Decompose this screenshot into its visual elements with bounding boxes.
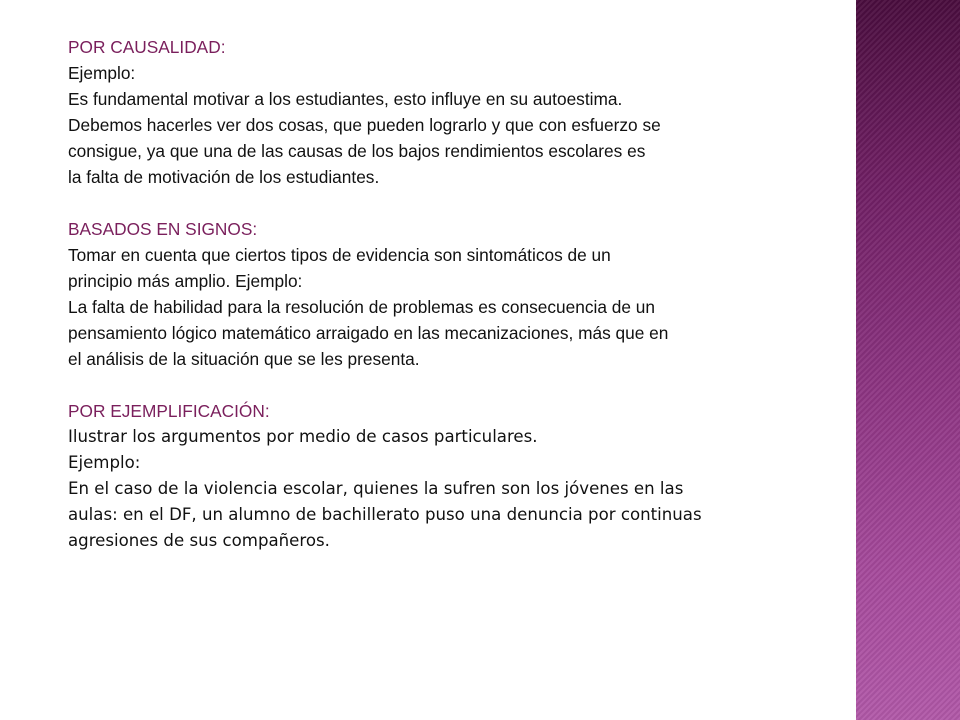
section-causalidad [68,34,828,190]
section-signos [68,216,828,372]
section-ejemplificacion [68,398,828,554]
section-heading: POR CAUSALIDAD: [68,37,226,57]
side-band-texture [856,0,960,720]
text-line: principio más amplio. Ejemplo: [68,271,303,291]
text-line: aulas: en el DF, un alumno de bachillerato puso una denuncia por continuas [68,505,702,524]
text-line: Ilustrar los argumentos por medio de casos particulares. [68,427,538,446]
text-line: Ejemplo: [68,63,136,83]
text-line: Ejemplo: [68,453,141,472]
text-line: Debemos hacerles ver dos cosas, que pueden lograrlo y que con esfuerzo se [68,115,661,135]
text-line: consigue, ya que una de las causas de los bajos rendimientos escolares es [68,141,646,161]
text-line: Es fundamental motivar a los estudiantes, esto influye en su autoestima. [68,89,623,109]
spacer [68,190,828,216]
text-line: pensamiento lógico matemático arraigado en las mecanizaciones, más que en [68,323,669,343]
slide-content [68,34,828,554]
text-line: el análisis de la situación que se les presenta. [68,349,420,369]
text-line: En el caso de la violencia escolar, quienes la sufren son los jóvenes en las [68,479,684,498]
text-line: la falta de motivación de los estudiantes. [68,167,380,187]
section-heading: POR EJEMPLIFICACIÓN: [68,401,270,421]
decorative-side-band [856,0,960,720]
text-line: La falta de habilidad para la resolución de problemas es consecuencia de un [68,297,655,317]
section-heading: BASADOS EN SIGNOS: [68,219,258,239]
text-line: Tomar en cuenta que ciertos tipos de evidencia son sintomáticos de un [68,245,611,265]
spacer [68,372,828,398]
text-line: agresiones de sus compañeros. [68,531,330,550]
